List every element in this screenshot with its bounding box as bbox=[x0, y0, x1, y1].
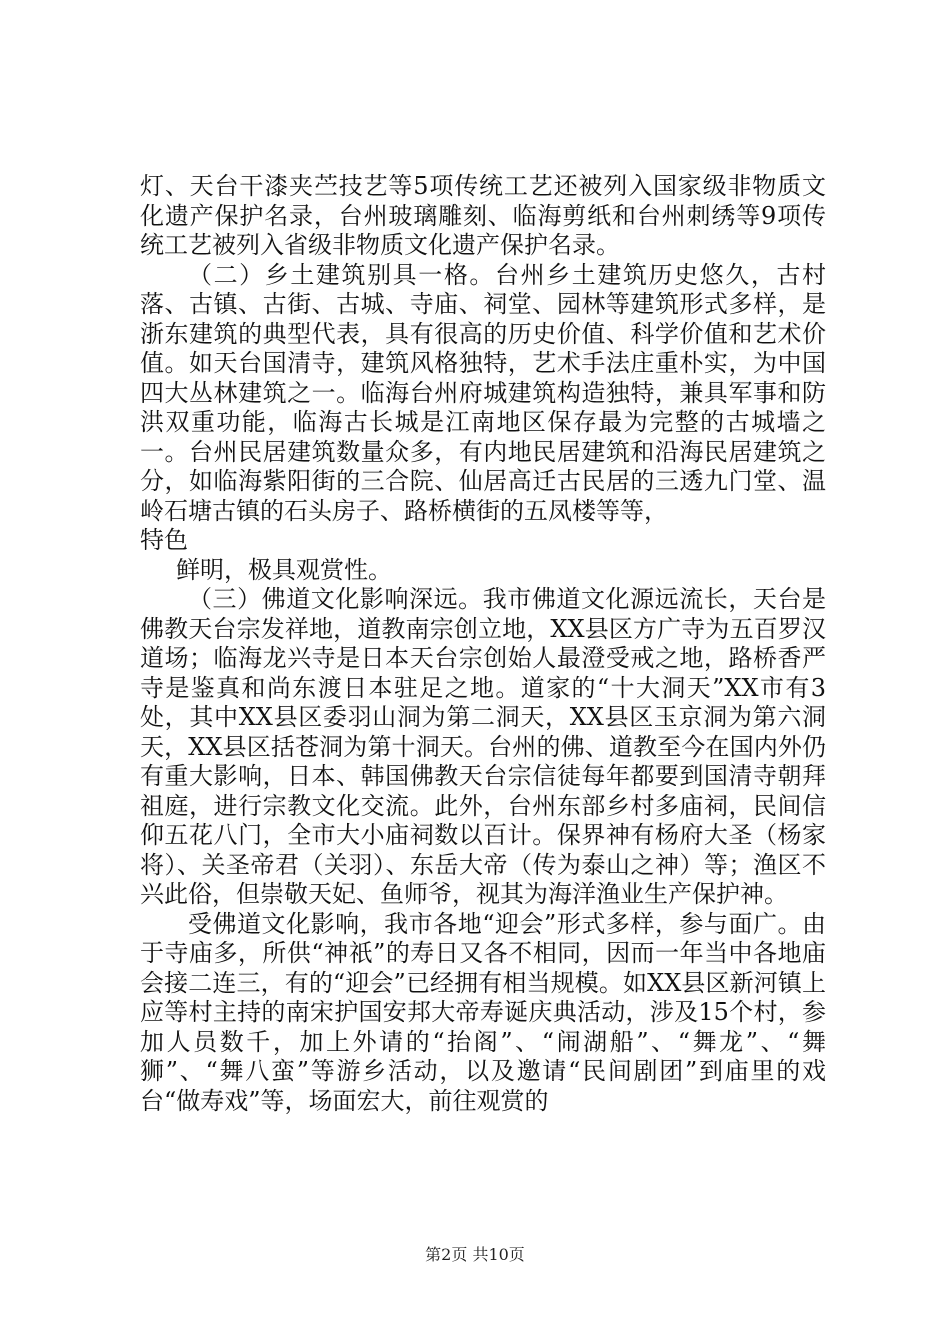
paragraph-fragment-feature: 特色 bbox=[140, 526, 188, 554]
paragraph-vernacular-architecture: （二）乡土建筑别具一格。台州乡土建筑历史悠久，古村落、古镇、古街、古城、寺庙、祠堂、园林等建筑形式多样，是浙东建筑的典型代表，具有很高的历史价值、科学价值和艺术价值。如天台国清寺，建筑风格独特，艺术手法庄重朴实，为中国四大丛林建筑之一。临海台州府城建筑构造独特，兼具军事和防洪双重功能，临海古长城是江南地区保存最为完整的古城墙之一。台州民居建筑数量众多，有内地民居建筑和沿海民居建筑之分，如临海紫阳街的三合院、仙居高迁古民居的三透九门堂、温岭石塘古镇的石头房子、路桥横街的五凤楼等等， bbox=[140, 260, 826, 525]
paragraph-crafts-continuation: 灯、天台干漆夹苎技艺等5项传统工艺还被列入国家级非物质文化遗产保护名录，台州玻璃雕刻、临海剪纸和台州刺绣等9项传统工艺被列入省级非物质文化遗产保护名录。 bbox=[140, 172, 826, 259]
page-number-footer: 第2页 共10页 bbox=[425, 1245, 525, 1264]
paragraph-fragment-ornamental: 鲜明，极具观赏性。 bbox=[176, 555, 392, 584]
paragraph-buddhist-taoist-culture: （三）佛道文化影响深远。我市佛道文化源远流长，天台是佛教天台宗发祥地，道教南宗创立地，XX县区方广寺为五百罗汉道场；临海龙兴寺是日本天台宗创始人最澄受戒之地，路桥香严寺是鉴真和尚东渡日本驻足之地。道家的“十大洞天”XX市有3处，其中XX县区委羽山洞为第二洞天，XX县区玉京洞为第六洞天，XX县区括苍洞为第十洞天。台州的佛、道教至今在国内外仍有重大影响，日本、韩国佛教天台宗信徒每年都要到国清寺朝拜祖庭，进行宗教文化交流。此外，台州东部乡村多庙祠，民间信仰五花八门，全市大小庙祠数以百计。保界神有杨府大圣（杨家将）、关圣帝君（关羽）、东岳大帝（传为泰山之神）等；渔区不兴此俗，但崇敬天妃、鱼师爷，视其为海洋渔业生产保护神。 bbox=[140, 585, 826, 908]
paragraph-temple-fairs: 受佛道文化影响，我市各地“迎会”形式多样，参与面广。由于寺庙多，所供“神祇”的寿日又各不相同，因而一年当中各地庙会接二连三，有的“迎会”已经拥有相当规模。如XX县区新河镇上应等村主持的南宋护国安邦大帝寿诞庆典活动，涉及15个村，参加人员数千，加上外请的“抬阁”、“闹湖船”、“舞龙”、“舞狮”、“舞八蛮”等游乡活动，以及邀请“民间剧团”到庙里的戏台“做寿戏”等，场面宏大，前往观赏的 bbox=[140, 909, 826, 1115]
document-body bbox=[140, 172, 826, 1116]
